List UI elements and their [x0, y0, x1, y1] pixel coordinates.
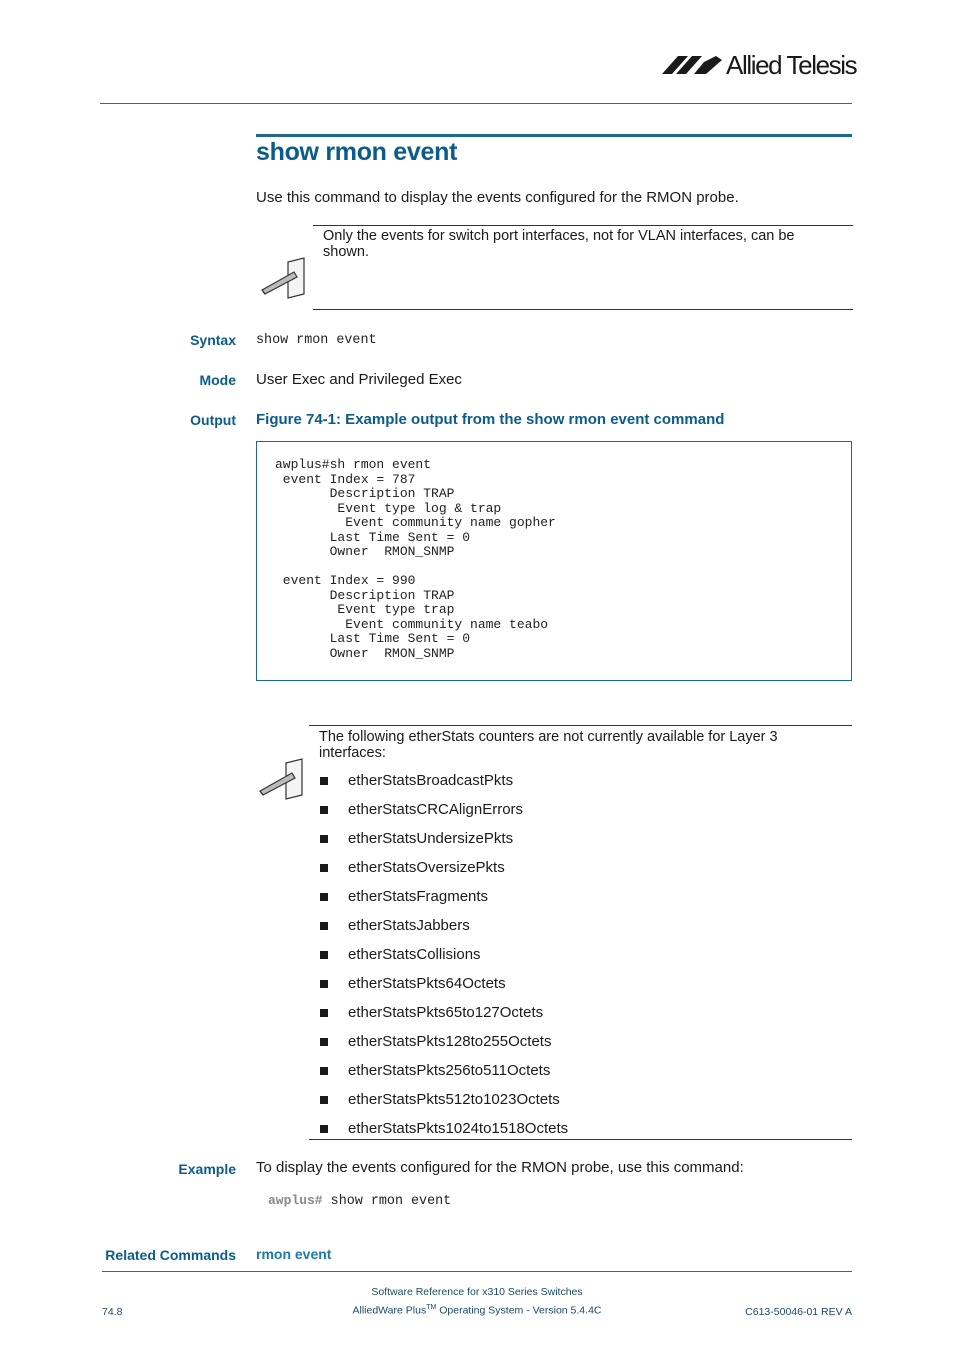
output-label: Output [190, 412, 236, 428]
bullet-icon [320, 864, 328, 872]
list-item: etherStatsPkts65to127Octets [318, 998, 568, 1027]
list-item: etherStatsJabbers [318, 911, 568, 940]
pen-note-icon [258, 256, 308, 300]
footer-rule [102, 1271, 852, 1272]
page-number: 74.8 [102, 1306, 123, 1318]
note1-bottom-rule [313, 309, 853, 310]
bullet-icon [320, 951, 328, 959]
list-item: etherStatsPkts1024to1518Octets [318, 1114, 568, 1143]
bullet-icon [320, 1009, 328, 1017]
example-text: To display the events configured for the RMON probe, use this command: [256, 1159, 744, 1176]
bullet-icon [320, 980, 328, 988]
note2-top-rule [309, 725, 852, 726]
title-bar [256, 134, 852, 137]
example-command: show rmon event [330, 1194, 452, 1209]
example-command-line [268, 1193, 451, 1209]
header-rule [100, 103, 852, 104]
logo-mark-icon [660, 48, 726, 82]
document-id: C613-50046-01 REV A [745, 1306, 852, 1318]
note2-text-line2: interfaces: [319, 745, 386, 761]
bullet-icon [320, 1067, 328, 1075]
list-item: etherStatsPkts256to511Octets [318, 1056, 568, 1085]
list-item: etherStatsUndersizePkts [318, 824, 568, 853]
allied-telesis-logo [660, 48, 856, 82]
list-item: etherStatsBroadcastPkts [318, 766, 568, 795]
bullet-icon [320, 922, 328, 930]
mode-value: User Exec and Privileged Exec [256, 371, 462, 388]
footer-product-line: AlliedWare Plus™ Operating System - Version 5.4.4C [352, 1304, 602, 1317]
page-title: show rmon event [256, 138, 458, 166]
example-label: Example [178, 1161, 236, 1177]
intro-text: Use this command to display the events configured for the RMON probe. [256, 189, 739, 206]
note2-bottom-rule [309, 1139, 852, 1140]
note2-text-line1: The following etherStats counters are not currently available for Layer 3 [319, 729, 778, 745]
syntax-label: Syntax [190, 332, 236, 348]
bullet-icon [320, 835, 328, 843]
note1-top-rule [313, 225, 853, 226]
list-item: etherStatsFragments [318, 882, 568, 911]
mode-label: Mode [199, 372, 236, 388]
list-item: etherStatsCRCAlignErrors [318, 795, 568, 824]
figure-title: Figure 74-1: Example output from the show rmon event command [256, 411, 725, 428]
output-box [256, 441, 852, 681]
bullet-icon [320, 1125, 328, 1133]
footer-title: Software Reference for x310 Series Switches [371, 1286, 583, 1298]
bullet-icon [320, 1096, 328, 1104]
pen-note-icon [256, 757, 306, 801]
note1-text-line2: shown. [323, 244, 369, 260]
bullet-icon [320, 1038, 328, 1046]
related-commands-label: Related Commands [105, 1247, 236, 1263]
list-item: etherStatsPkts128to255Octets [318, 1027, 568, 1056]
list-item: etherStatsCollisions [318, 940, 568, 969]
logo-text: Allied Telesis [726, 50, 857, 80]
list-item: etherStatsPkts64Octets [318, 969, 568, 998]
related-link-rmon-event[interactable]: rmon event [256, 1246, 332, 1262]
bullet-icon [320, 777, 328, 785]
list-item: etherStatsOversizePkts [318, 853, 568, 882]
bullet-icon [320, 806, 328, 814]
output-text: awplus#sh rmon event event Index = 787 Description TRAP Event type log & trap Event community name gopher Last Time Sent = 0 Owner RMON_SNMP event Index = 990 Description TRAP Event type trap Event community name teabo Last Time Sent = 0 Owner RMON_SNMP [275, 457, 556, 661]
example-prompt: awplus# [268, 1193, 323, 1208]
syntax-value: show rmon event [256, 333, 377, 348]
etherstats-list [318, 766, 568, 1143]
note1-text-line1: Only the events for switch port interfaces, not for VLAN interfaces, can be [323, 228, 795, 244]
list-item: etherStatsPkts512to1023Octets [318, 1085, 568, 1114]
bullet-icon [320, 893, 328, 901]
